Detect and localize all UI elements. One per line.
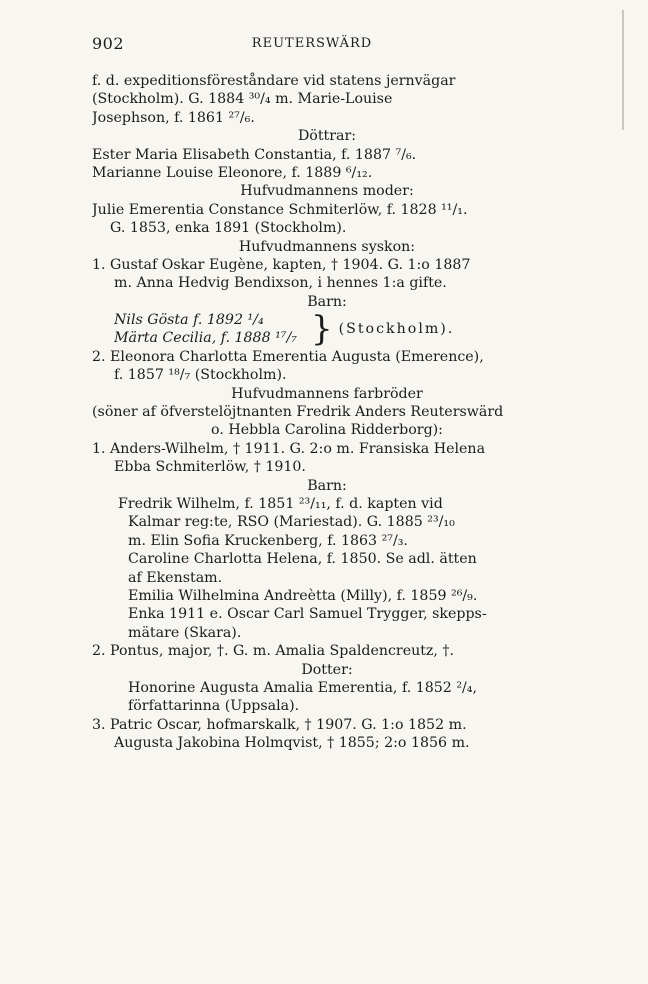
page-header bbox=[92, 34, 532, 56]
text-line: Enka 1911 e. Oscar Carl Samuel Trygger, skepps- bbox=[128, 606, 487, 623]
text-line: mätare (Skara). bbox=[128, 624, 242, 641]
text-line: Kalmar reg:te, RSO (Mariestad). G. 1885 ²³/₁₀ bbox=[128, 514, 455, 531]
text-line: Fredrik Wilhelm, f. 1851 ²³/₁₁, f. d. kapten vid bbox=[118, 495, 443, 512]
text-line: (Stockholm). G. 1884 ³⁰/₄ m. Marie-Louise bbox=[92, 91, 393, 108]
section-heading: Hufvudmannens syskon: bbox=[238, 238, 416, 255]
text-line: f. 1857 ¹⁸/₇ (Stockholm). bbox=[114, 367, 287, 384]
section-heading: Barn: bbox=[307, 293, 347, 310]
text-line: m. Elin Sofia Kruckenberg, f. 1863 ²⁷/₃. bbox=[128, 532, 408, 549]
text-line: Marianne Louise Eleonore, f. 1889 ⁶/₁₂. bbox=[92, 164, 373, 181]
text-line: författarinna (Uppsala). bbox=[128, 698, 300, 715]
children-brace-group bbox=[92, 311, 562, 348]
text-line: af Ekenstam. bbox=[128, 569, 223, 586]
text-line: Caroline Charlotta Helena, f. 1850. Se adl. ätten bbox=[128, 551, 477, 568]
text-line: Nils Gösta f. 1892 ¹/₄ bbox=[114, 312, 264, 329]
text-line: Ebba Schmiterlöw, † 1910. bbox=[114, 459, 306, 476]
text-line: (Stockholm). bbox=[338, 321, 455, 338]
text-line: 2. Pontus, major, †. G. m. Amalia Spaldencreutz, †. bbox=[92, 643, 455, 660]
section-heading: Barn: bbox=[307, 477, 347, 494]
section-heading: Hufvudmannens farbröder bbox=[231, 385, 423, 402]
section-heading: Hufvudmannens moder: bbox=[240, 183, 414, 200]
genealogy-text bbox=[92, 72, 562, 752]
text-line: Josephson, f. 1861 ²⁷/₆. bbox=[92, 109, 255, 126]
text-line: 1. Anders-Wilhelm, † 1911. G. 2:o m. Fransiska Helena bbox=[92, 440, 486, 457]
text-line: 3. Patric Oscar, hofmarskalk, † 1907. G. 1:o 1852 m. bbox=[92, 716, 467, 733]
text-line: G. 1853, enka 1891 (Stockholm). bbox=[110, 220, 347, 237]
page-edge-shadow bbox=[622, 10, 624, 130]
page-number: 902 bbox=[92, 34, 125, 53]
text-line: 1. Gustaf Oskar Eugène, kapten, † 1904. G. 1:o 1887 bbox=[92, 256, 471, 273]
running-title: REUTERSWÄRD bbox=[251, 36, 373, 51]
text-line: Märta Cecilia, f. 1888 ¹⁷/₇ bbox=[114, 330, 297, 347]
text-line: (söner af öfverstelöjtnanten Fredrik Anders Reuterswärd bbox=[92, 404, 504, 421]
text-line: Julie Emerentia Constance Schmiterlöw, f. 1828 ¹¹/₁. bbox=[92, 201, 468, 218]
text-line: o. Hebbla Carolina Ridderborg): bbox=[211, 422, 443, 439]
text-line: m. Anna Hedvig Bendixson, i hennes 1:a gifte. bbox=[114, 275, 447, 292]
text-line: Honorine Augusta Amalia Emerentia, f. 1852 ²/₄, bbox=[128, 679, 477, 696]
text-line: Emilia Wilhelmina Andreètta (Milly), f. 1859 ²⁶/₉. bbox=[128, 587, 478, 604]
section-heading: Dotter: bbox=[301, 661, 353, 678]
text-line: 2. Eleonora Charlotta Emerentia Augusta (Emerence), bbox=[92, 348, 484, 365]
text-line: Ester Maria Elisabeth Constantia, f. 1887 ⁷/₆. bbox=[92, 146, 417, 163]
text-line: f. d. expeditionsföreståndare vid statens jernvägar bbox=[92, 73, 456, 89]
text-line: Augusta Jakobina Holmqvist, † 1855; 2:o 1856 m. bbox=[114, 735, 470, 752]
section-heading: Döttrar: bbox=[297, 128, 357, 145]
brace-symbol: } bbox=[310, 309, 333, 350]
